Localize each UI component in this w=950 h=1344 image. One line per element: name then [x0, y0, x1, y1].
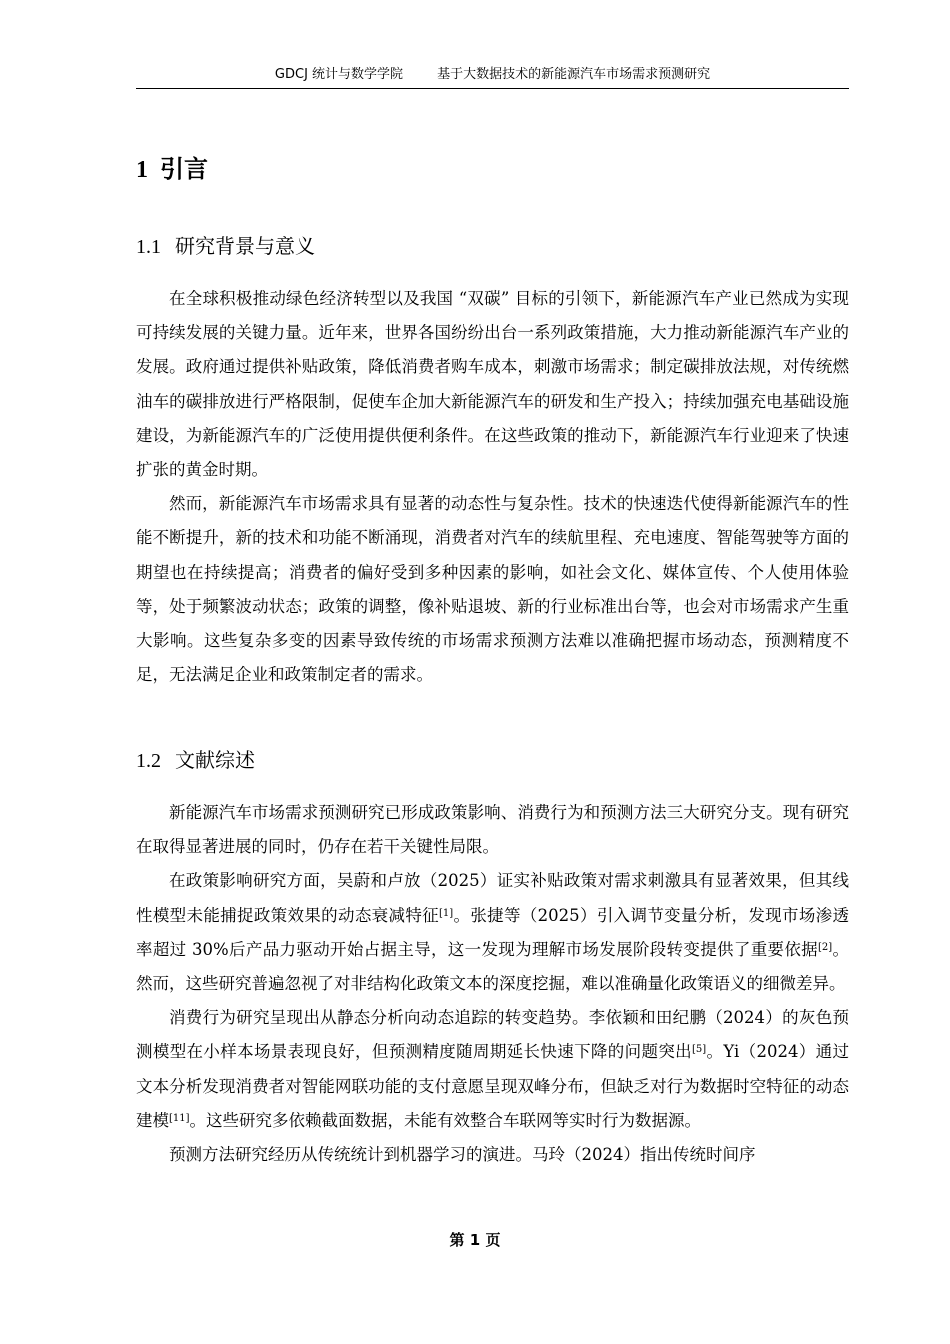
- citation-marker[interactable]: [2]: [818, 941, 833, 953]
- paragraph: [136, 864, 849, 1001]
- section-title: 文献综述: [175, 748, 255, 772]
- citation-marker[interactable]: [5]: [692, 1044, 707, 1056]
- section-body-1-2: [136, 796, 849, 1172]
- paragraph: 新能源汽车市场需求预测研究已形成政策影响、消费行为和预测方法三大研究分支。现有研究在取得显著进展的同时，仍存在若干关键性局限。: [136, 803, 849, 857]
- paragraph-text: 消费行为研究呈现出从静态分析向动态追踪的转变趋势。李依颖和田纪鹏（2024）的灰色预测模型在小样本场景表现良好，但预测精度随周期延长快速下降的问题突出: [136, 1008, 849, 1062]
- chapter-heading: [136, 152, 208, 187]
- header-school: GDCJ 统计与数学学院: [274, 67, 404, 82]
- paragraph-text: 。这些研究多依赖截面数据，未能有效整合车联网等实时行为数据源。: [189, 1110, 702, 1130]
- paragraph-text: 。然而，这些研究普遍忽视了对非结构化政策文本的深度挖掘，难以准确量化政策语义的细微差异。: [136, 939, 849, 994]
- paragraph: 预测方法研究经历从传统统计到机器学习的演进。马玲（2024）指出传统时间序: [169, 1145, 756, 1165]
- page-footer: [0, 1229, 950, 1251]
- footer-suffix: 页: [485, 1231, 501, 1249]
- chapter-number: 1: [136, 157, 148, 183]
- section-title: 研究背景与意义: [175, 234, 315, 258]
- section-number: 1.2: [136, 750, 161, 772]
- paragraph-text: 。Yi（2024）通过文本分析发现消费者对智能网联功能的支付意愿呈现双峰分布，但缺乏对行为数据时空特征的动态建模: [136, 1042, 850, 1130]
- running-header: [136, 66, 849, 89]
- citation-marker[interactable]: [11]: [169, 1112, 190, 1124]
- paragraph: 然而，新能源汽车市场需求具有显著的动态性与复杂性。技术的快速迭代使得新能源汽车的性能不断提升，新的技术和功能不断涌现，消费者对汽车的续航里程、充电速度、智能驾驶等方面的期望也在持续提高；消费者的偏好受到多种因素的影响，如社会文化、媒体宣传、个人使用体验等，处于频繁波动状态；政策的调整，像补贴退坡、新的行业标准出台等，也会对市场需求产生重大影响。这些复杂多变的因素导致传统的市场需求预测方法难以准确把握市场动态，预测精度不足，无法满足企业和政策制定者的需求。: [136, 494, 849, 685]
- paragraph: [136, 1001, 849, 1138]
- section-number: 1.1: [136, 236, 161, 258]
- section-body-1-1: [136, 282, 849, 692]
- citation-marker[interactable]: [1]: [439, 907, 454, 919]
- footer-prefix: 第: [449, 1231, 465, 1249]
- paragraph-text: 。张捷等（2025）引入调节变量分析，发现市场渗透率超过 30%后产品力驱动开始占据主导，这一发现为理解市场发展阶段转变提供了重要依据: [136, 905, 849, 959]
- page-number: 1: [469, 1231, 481, 1249]
- section-heading-1-1: [136, 231, 315, 262]
- paragraph: 在全球积极推动绿色经济转型以及我国 “双碳” 目标的引领下，新能源汽车产业已然成为实现可持续发展的关键力量。近年来，世界各国纷纷出台一系列政策措施，大力推动新能源汽车产业的发展。政府通过提供补贴政策，降低消费者购车成本，刺激市场需求；制定碳排放法规，对传统燃油车的碳排放进行严格限制，促使车企加大新能源汽车的研发和生产投入；持续加强充电基础设施建设，为新能源汽车的广泛使用提供便利条件。在这些政策的推动下，新能源汽车行业迎来了快速扩张的黄金时期。: [136, 289, 849, 480]
- section-heading-1-2: [136, 745, 255, 776]
- header-thesis-title: 基于大数据技术的新能源汽车市场需求预测研究: [437, 67, 711, 82]
- chapter-title: 引言: [160, 155, 208, 183]
- paragraph-text: 在政策影响研究方面，吴蔚和卢放（2025）证实补贴政策对需求刺激具有显著效果，但其线性模型未能捕捉政策效果的动态衰减特征: [136, 871, 849, 925]
